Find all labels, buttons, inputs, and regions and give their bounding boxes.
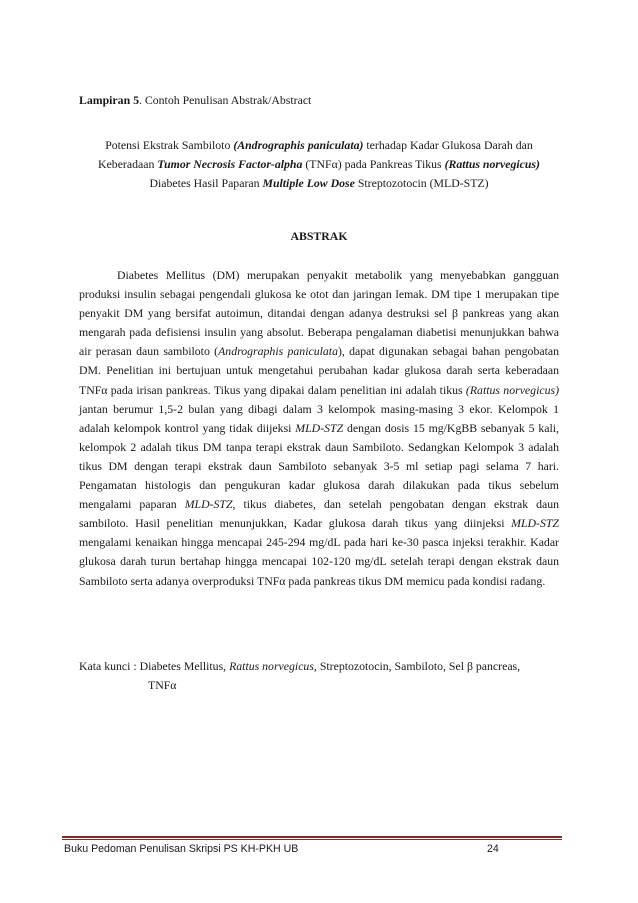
keyword-text: , Streptozotocin, Sambiloto, Sel β pancreas, [313, 659, 521, 673]
keywords-continuation: TNFα [148, 678, 177, 693]
appendix-heading-text: . Contoh Penulisan Abstrak/Abstract [138, 93, 312, 107]
title-species-term: (Andrographis paniculata) [233, 138, 364, 152]
title-text: Streptozotocin (MLD-STZ) [354, 176, 489, 190]
appendix-label: Lampiran 5 [79, 93, 139, 107]
abstract-body [79, 266, 559, 591]
abstract-text: Diabetes Mellitus (DM) merupakan penyakit metabolik yang menyebabkan gangguan produksi insulin sebagai pengendali glukosa ke otot dan jaringan lemak. DM tipe 1 merupakan tipe penyakit DM yang bersifat autoimun, ditandai dengan adanya destruksi sel β pankreas yang akan mengarah pada defisiensi insulin yang absolut. Beberapa pengalaman diabetisi menunjukkan bahwa air perasan daun sambiloto ( [79, 268, 559, 359]
abstract-text: jantan berumur 1,5-2 bulan yang dibagi dalam 3 kelompok masing-masing 3 ekor. Kelompok 1 adalah kelompok kontrol yang tidak diijeksi [79, 401, 559, 435]
abstract-text: dengan dosis 15 mg/KgBB sebanyak 5 kali, kelompok 2 adalah tikus DM tanpa terapi ekstrak daun Sambiloto. Sedangkan Kelompok 3 adalah tikus DM dengan terapi ekstrak daun Sambiloto sebanyak 3-5 ml setiap pagi selama 7 hari. Pengamatan histologis dan pengukuran kadar glukosa darah dilakukan pada tikus sebelum mengalami paparan [79, 420, 559, 512]
abstract-paragraph [79, 266, 559, 591]
title-line-3 [79, 174, 559, 193]
document-title [79, 136, 559, 193]
abstract-italic-term: MLD-STZ [184, 497, 233, 512]
title-text: Potensi Ekstrak Sambiloto [105, 138, 234, 152]
page-number: 24 [487, 843, 499, 855]
keyword-text: Diabetes Mellitus, [139, 659, 230, 673]
keywords-list [140, 657, 521, 676]
abstract-italic-term: (Rattus norvegicus) [465, 382, 559, 397]
title-term: Tumor Necrosis Factor-alpha [157, 157, 303, 171]
abstract-italic-term: Andrographis paniculata [218, 344, 338, 359]
abstract-italic-term: MLD-STZ [511, 516, 559, 531]
appendix-heading [79, 93, 311, 108]
abstract-text: mengalami kenaikan hingga mencapai 245-294 mg/dL pada hari ke-30 pasca injeksi terakhir. Kadar glukosa darah turun bertahap hingga mencapai 102-120 mg/dL setelah terapi dengan ekstrak daun Sambiloto serta adanya overproduksi TNFα pada pankreas tikus DM memicu pada kondisi radang. [79, 535, 559, 588]
title-term: Multiple Low Dose [262, 176, 355, 190]
abstract-text: , tikus diabetes, dan setelah pengobatan dengan ekstrak daun sambiloto. Hasil penelitian menunjukkan, Kadar glukosa darah tikus yang diinjeksi [79, 497, 559, 531]
abstract-italic-term: MLD-STZ [295, 420, 344, 435]
keyword-italic: Rattus norvegicus [229, 659, 314, 673]
title-text: Diabetes Hasil Paparan [149, 176, 263, 190]
keywords-section [79, 657, 559, 695]
title-line-1 [79, 136, 559, 155]
title-text: (TNFα) pada Pankreas Tikus [302, 157, 445, 171]
title-text: Keberadaan [98, 157, 158, 171]
footer-rule-thin [62, 839, 562, 840]
abstract-heading: ABSTRAK [290, 229, 348, 243]
title-species-term: (Rattus norvegicus) [444, 157, 540, 171]
footer-rule [62, 836, 562, 838]
keywords-row [79, 657, 559, 676]
keywords-label: Kata kunci : [79, 659, 140, 673]
abstract-text: ), dapat digunakan sebagai bahan pengobatan DM. Penelitian ini bertujuan untuk mengetahui perubahan kadar glukosa darah serta keberadaan TNFα pada irisan pankreas. Tikus yang dipakai dalam penelitian ini adalah tikus [79, 344, 559, 397]
title-line-2 [79, 155, 559, 174]
title-text: terhadap Kadar Glukosa Darah dan [363, 138, 533, 152]
footer-text: Buku Pedoman Penulisan Skripsi PS KH-PKH UB [64, 843, 299, 855]
